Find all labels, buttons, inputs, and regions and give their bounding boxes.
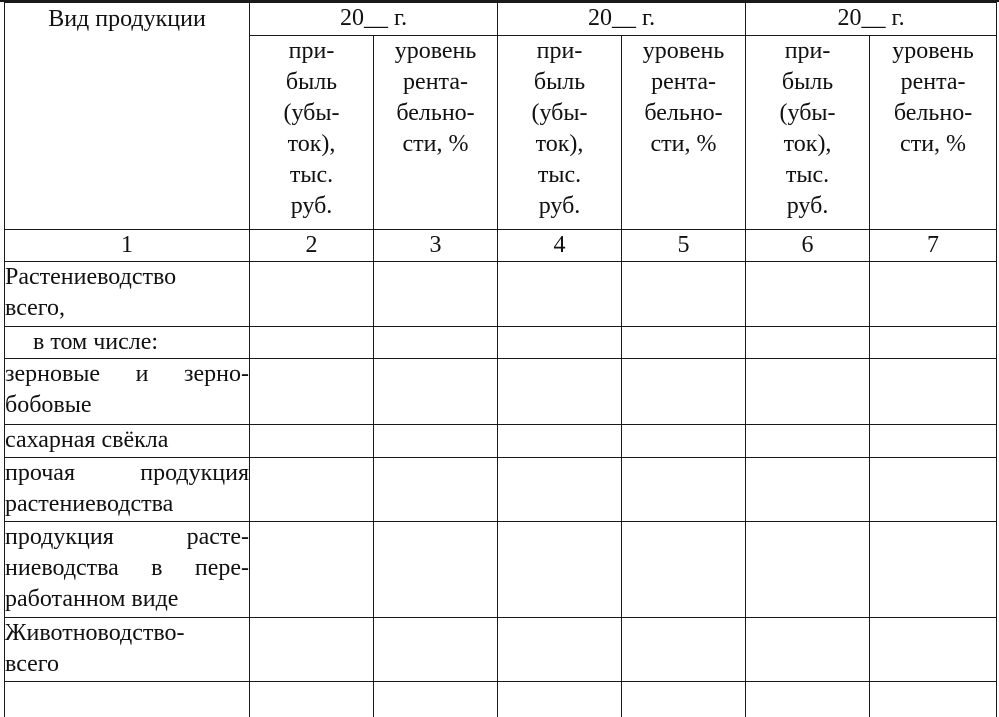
row-label-line: прочая продукция [5, 460, 249, 486]
table-row [5, 522, 997, 618]
year-header-2: 20__ г. [498, 3, 746, 36]
value-cell [498, 262, 622, 327]
year-header-3: 20__ г. [746, 3, 997, 36]
value-cell [374, 682, 498, 717]
value-cell [622, 618, 746, 682]
row-label [5, 262, 250, 327]
value-cell [746, 522, 870, 618]
profitability-header-2: уровень рента- бельно- сти, % [622, 36, 746, 230]
value-cell [498, 327, 622, 359]
column-number: 5 [622, 230, 746, 262]
value-cell [622, 262, 746, 327]
table-row [5, 682, 997, 717]
value-cell [374, 327, 498, 359]
value-cell [498, 458, 622, 522]
value-cell [374, 618, 498, 682]
value-cell [746, 458, 870, 522]
value-cell [622, 425, 746, 458]
value-cell [374, 425, 498, 458]
table-row [5, 425, 997, 458]
row-label [5, 359, 250, 425]
value-cell [374, 359, 498, 425]
row-label [5, 522, 250, 618]
value-cell [746, 359, 870, 425]
row-label-line: продукция расте- [5, 524, 249, 550]
value-cell [870, 618, 997, 682]
column-number: 6 [746, 230, 870, 262]
profit-header-2: при- быль (убы- ток), тыс. руб. [498, 36, 622, 230]
value-cell [870, 522, 997, 618]
row-label-line: ниеводства в пере- [5, 555, 249, 581]
column-number: 7 [870, 230, 997, 262]
table-row [5, 262, 997, 327]
row-label-line: всего [5, 651, 60, 677]
value-cell [498, 522, 622, 618]
value-cell [746, 618, 870, 682]
row-label-line: растениеводства [5, 491, 174, 517]
column-number: 1 [5, 230, 250, 262]
table-row [5, 359, 997, 425]
value-cell [622, 458, 746, 522]
value-cell [870, 425, 997, 458]
value-cell [870, 262, 997, 327]
value-cell [746, 327, 870, 359]
value-cell [870, 458, 997, 522]
row-label-line: Растениеводство [5, 264, 177, 290]
row-label-line: всего, [5, 295, 66, 321]
value-cell [250, 522, 374, 618]
value-cell [870, 359, 997, 425]
row-label-line: Животноводство- [5, 620, 185, 646]
row-label-line: в том числе: [33, 329, 159, 355]
value-cell [250, 327, 374, 359]
row-label [5, 458, 250, 522]
value-cell [498, 425, 622, 458]
column-number-row [5, 230, 997, 262]
value-cell [746, 262, 870, 327]
row-label-line: зерновые и зерно- [5, 361, 249, 387]
value-cell [498, 359, 622, 425]
value-cell [622, 522, 746, 618]
value-cell [250, 359, 374, 425]
row-label [5, 327, 250, 359]
row-label-line: сахарная свёкла [5, 427, 169, 453]
profitability-header-1: уровень рента- бельно- сти, % [374, 36, 498, 230]
column-number: 2 [250, 230, 374, 262]
profit-header-3: при- быль (убы- ток), тыс. руб. [746, 36, 870, 230]
value-cell [870, 327, 997, 359]
row-label [5, 682, 250, 717]
row-label-line: бобовые [5, 392, 92, 418]
value-cell [498, 618, 622, 682]
value-cell [498, 682, 622, 717]
value-cell [250, 458, 374, 522]
value-cell [870, 682, 997, 717]
value-cell [250, 262, 374, 327]
value-cell [374, 522, 498, 618]
value-cell [746, 682, 870, 717]
column-number: 4 [498, 230, 622, 262]
value-cell [250, 682, 374, 717]
value-cell [374, 458, 498, 522]
table-body [5, 262, 997, 717]
row-label [5, 618, 250, 682]
product-type-header: Вид продукции [5, 3, 250, 230]
header-row-years [5, 3, 997, 36]
column-number: 3 [374, 230, 498, 262]
year-header-1: 20__ г. [250, 3, 498, 36]
table-row [5, 458, 997, 522]
value-cell [622, 359, 746, 425]
profit-header-1: при- быль (убы- ток), тыс. руб. [250, 36, 374, 230]
value-cell [374, 262, 498, 327]
row-label-line: работанном виде [5, 586, 179, 612]
value-cell [250, 618, 374, 682]
value-cell [746, 425, 870, 458]
row-label [5, 425, 250, 458]
value-cell [250, 425, 374, 458]
value-cell [622, 327, 746, 359]
profitability-header-3: уровень рента- бельно- сти, % [870, 36, 997, 230]
profit-profitability-table [4, 2, 997, 717]
table-row [5, 618, 997, 682]
table-row [5, 327, 997, 359]
value-cell [622, 682, 746, 717]
